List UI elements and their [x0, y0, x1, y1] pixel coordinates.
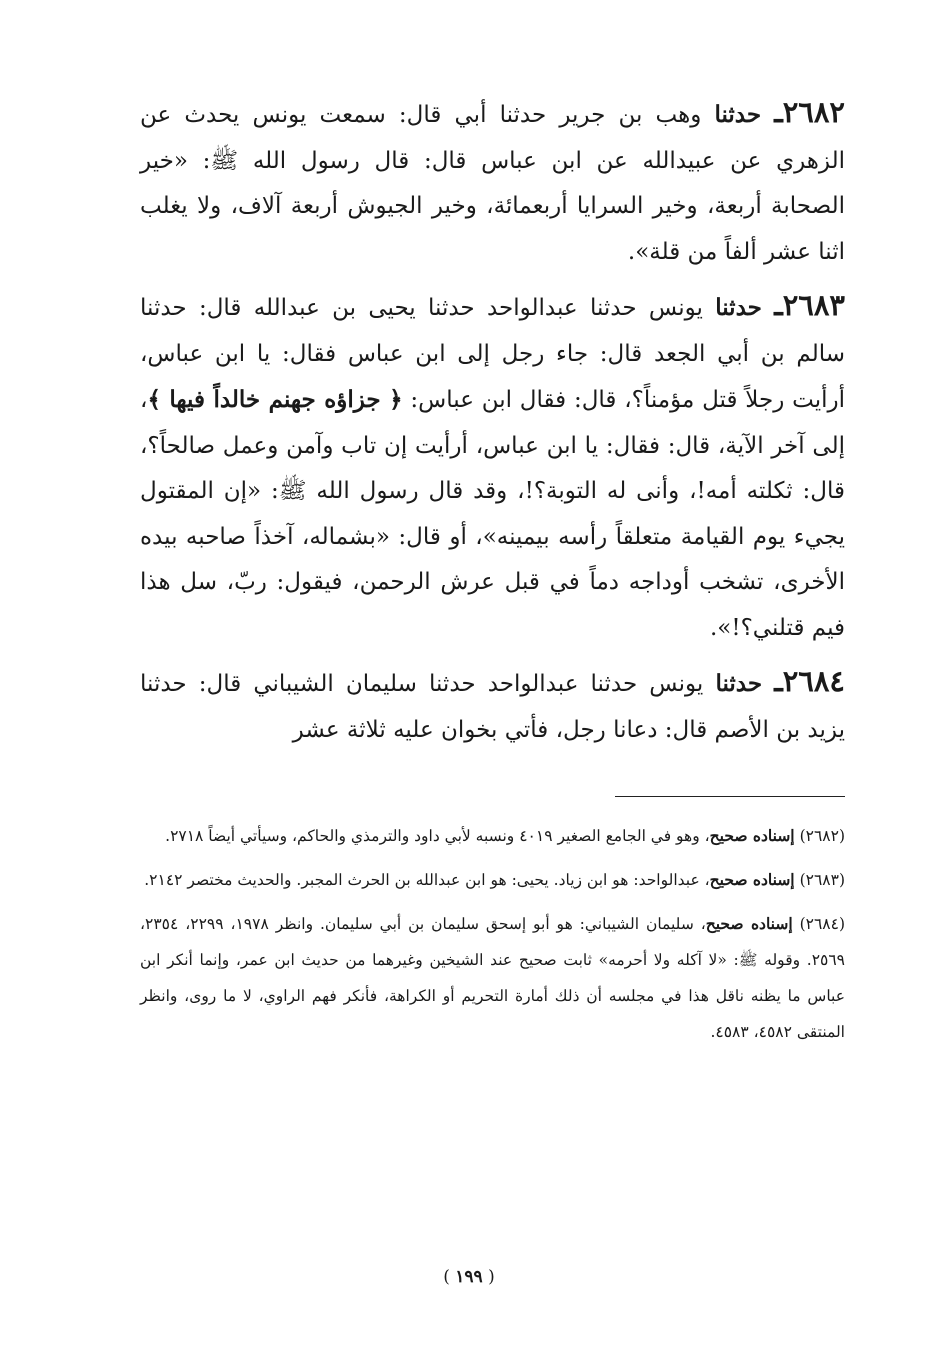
main-text — [140, 90, 845, 761]
footnotes — [140, 818, 845, 1058]
footnote-text: ، سليمان الشيباني: هو أبو إسحق سليمان بن أبي سليمان. وانظر ١٩٧٨، ٢٢٩٩، ٢٣٥٤، ٢٥٦٩. وقوله ﷺ: «لا آكله ولا أحرمه» ثابت صحيح عند الشيخين وغيرهما من حديث ابن عمر، وإنما أنكر ابن عباس ما يظنه ناقل هذا في مجلسه أن ذلك أمارة التحريم أو الكراهة، فأنكر فهم الراوي، لا ما روى، وانظر المنتقى ٤٥٨٢، ٤٥٨٣. — [140, 915, 845, 1041]
footnote-text: ، وهو في الجامع الصغير ٤٠١٩ ونسبه لأبي داود والترمذي والحاكم، وسيأتي أيضاً ٢٧١٨. — [165, 827, 710, 845]
footnote-2683 — [140, 862, 845, 898]
footnote-ref: (٢٦٨٢) — [799, 827, 845, 845]
footnote-ref: (٢٦٨٤) — [799, 915, 846, 933]
hadith-number: ٢٦٨٣ـ — [774, 288, 845, 322]
hadith-text: يونس حدثنا عبدالواحد حدثنا سليمان الشيباني قال: حدثنا يزيد بن الأصم قال: دعانا رجل، فأتي بخوان عليه ثلاثة عشر — [140, 671, 845, 743]
quran-quote: ﴿ جزاؤه جهنم خالداً فيها ﴾ — [147, 386, 403, 413]
footnote-grade: إسناده صحيح — [709, 826, 795, 845]
hadith-number: ٢٦٨٤ـ — [774, 664, 846, 698]
footnote-separator — [615, 796, 845, 797]
footnote-2684 — [140, 906, 845, 1050]
hadith-opener: حدثنا — [715, 294, 762, 321]
hadith-2682 — [140, 90, 845, 275]
hadith-number: ٢٦٨٢ـ — [774, 95, 846, 129]
hadith-opener: حدثنا — [715, 670, 763, 697]
hadith-text-continued: ، إلى آخر الآية، قال: فقال: يا ابن عباس، أرأيت إن تاب وآمن وعمل صالحاً؟، قال: ثكلته أمه!، وأنى له التوبة؟!، وقد قال رسول الله ﷺ: «إن المقتول يجيء يوم القيامة متعلقاً رأسه بيمينه»، أو قال: «بشماله، آخذاً صاحبه بيده الأخرى، تشخب أوداجه دماً في قبل عرش الرحمن، فيقول: ربّ، سل هذا فيم قتلني؟!». — [140, 387, 845, 641]
hadith-text: يونس حدثنا عبدالواحد حدثنا يحيى بن عبدالله قال: حدثنا سالم بن أبي الجعد قال: جاء رجل إلى ابن عباس فقال: يا ابن عباس، أرأيت رجلاً قتل مؤمناً؟، قال: فقال ابن عباس: — [140, 295, 845, 413]
page-number-open: ( — [488, 1267, 495, 1287]
hadith-2683 — [140, 283, 845, 651]
page-number-value: ١٩٩ — [455, 1267, 483, 1287]
hadith-opener: حدثنا — [714, 101, 762, 128]
page-number — [0, 1267, 938, 1287]
footnote-grade: إسناده صحيح — [705, 914, 793, 933]
hadith-text: وهب بن جرير حدثنا أبي قال: سمعت يونس يحدث عن الزهري عن عبيدالله عن ابن عباس قال: قال رسول الله ﷺ: «خير الصحابة أربعة، وخير السرايا أربعمائة، وخير الجيوش أربعة آلاف، ولا يغلب اثنا عشر ألفاً من قلة». — [140, 102, 845, 265]
footnote-2682 — [140, 818, 845, 854]
footnote-grade: إسناده صحيح — [709, 870, 795, 889]
hadith-2684 — [140, 659, 845, 753]
page-number-close: ) — [443, 1267, 450, 1287]
footnote-ref: (٢٦٨٣) — [799, 871, 845, 889]
footnote-text: ، عبدالواحد: هو ابن زياد. يحيى: هو ابن عبدالله بن الحرث المجبر. والحديث مختصر ٢١٤٢. — [144, 871, 710, 889]
